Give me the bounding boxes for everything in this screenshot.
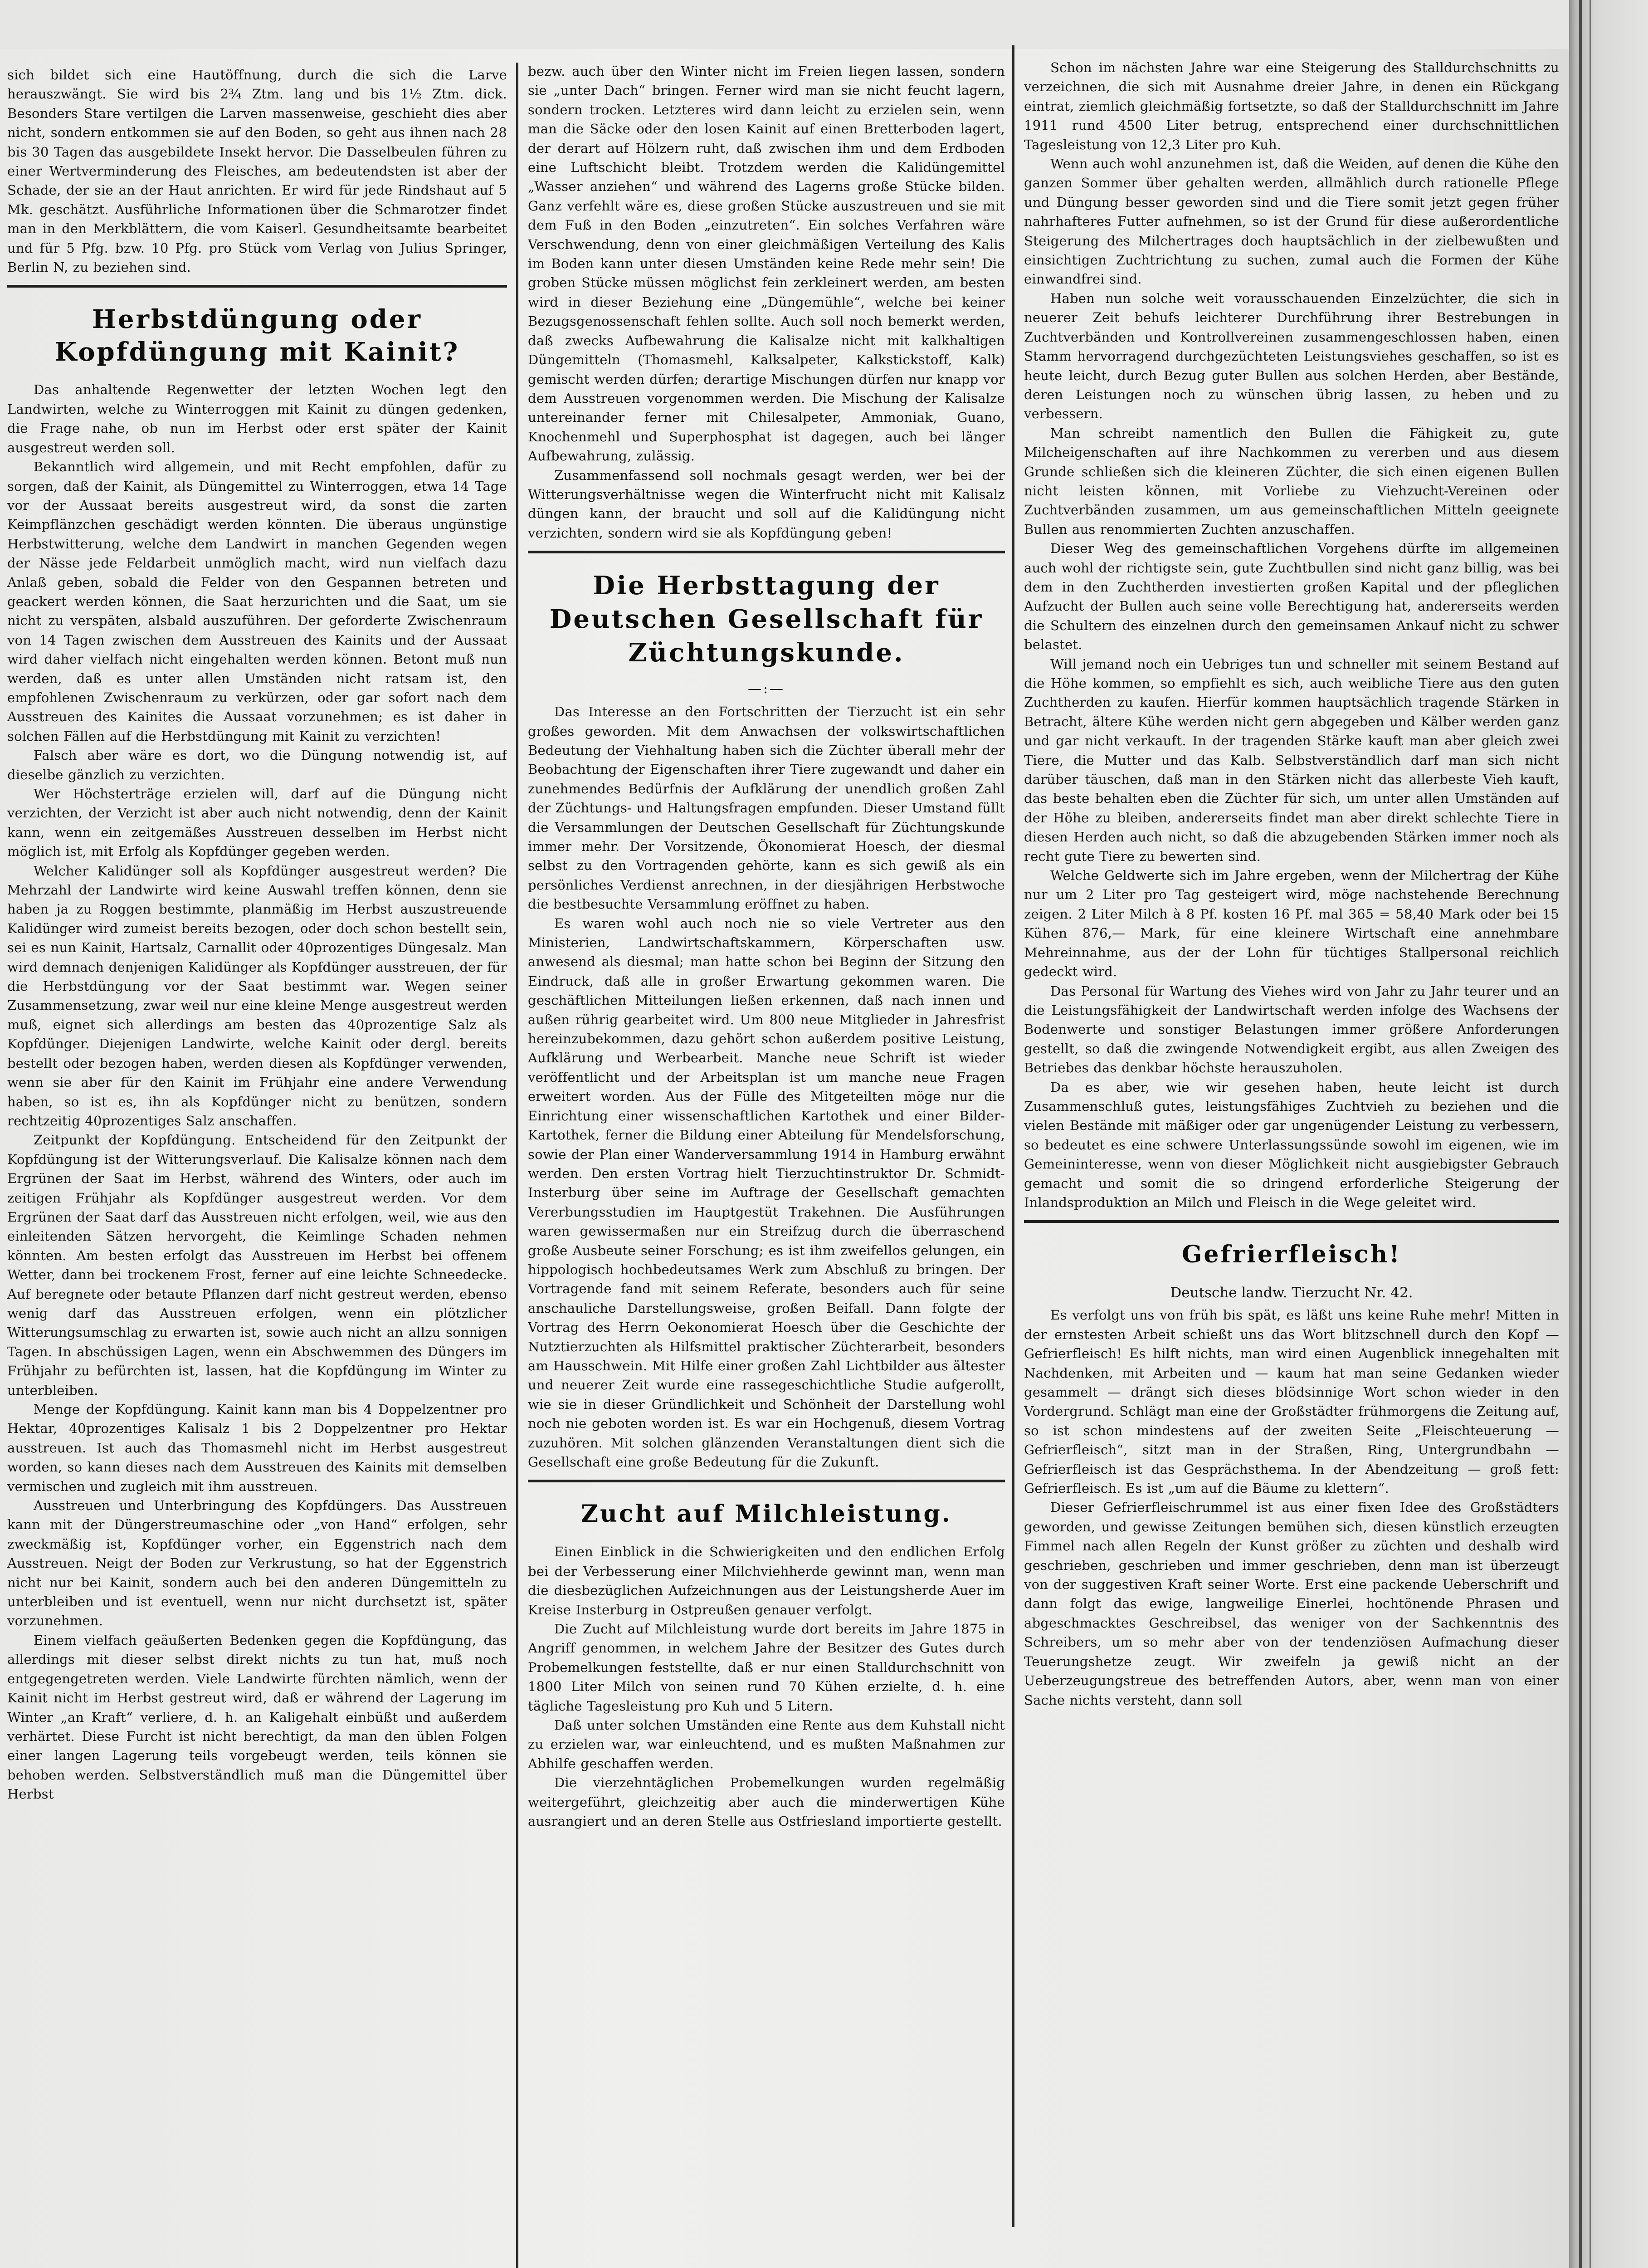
headline-zucht-auf-milchleistung: Zucht auf Milchleistung. [581,1500,952,1528]
column-3 [1024,58,1559,2244]
column-divider-left [516,63,518,2268]
paragraph: Ausstreuen und Unterbringung des Kopfdüngers. Das Ausstreuen kann mit der Düngerstreumaschine oder „von Hand“ erfolgen, sehr zweckmäßig ist, Kopfdünger vorher, ein Eggenstrich nach dem Ausstreuen. Neigt der Boden zur Verkrustung, so hat der Eggenstrich nicht nur bei Kainit, sondern auch bei den anderen Düngemitteln zu unterbleiben und ist eventuell, wenn nur nicht durchsetzt ist, später vorzunehmen. [7,1498,507,1629]
column-divider-right [1012,45,1014,2227]
paragraph: Wer Höchsterträge erzielen will, darf auf die Düngung nicht verzichten, der Verzicht ist aber auch nicht notwendig, denn der Kainit kann, wenn ein zeitgemäßes Ausstreuen desselben im Herbst nicht möglich ist, mit Erfolg als Kopfdünger gegeben werden. [7,786,507,860]
paragraph: Wenn auch wohl anzunehmen ist, daß die Weiden, auf denen die Kühe den ganzen Sommer über gehalten werden, allmählich durch rationelle Pflege und Düngung besser geworden sind und die Tiere somit jetzt gegen früher nahrhafteres Futter aufnehmen, so ist der Grund für diese außerordentliche Steigerung des Milchertrages doch hauptsächlich in der zielbewußten und einsichtigen Zuchtrichtung zu suchen, zumal auch die Formen der Kühe einwandfrei sind. [1024,156,1559,287]
article-divider [1024,1220,1559,1223]
paragraph: Das Personal für Wartung des Viehes wird von Jahr zu Jahr teurer und an die Leistungsfähigkeit der Landwirtschaft werden infolge des Wachsens der Bodenwerte und sonstiger Belastungen immer größere Anforderungen gestellt, so daß die zwingende Notwendigkeit ergibt, aus allen Zweigen des Betriebes das denkbar höchste herauszuholen. [1024,983,1559,1076]
paragraph: Das Interesse an den Fortschritten der Tierzucht ist ein sehr großes geworden. Mit dem Anwachsen der volkswirtschaftlichen Bedeutung der Viehhaltung haben sich die Züchter überall mehr der Beobachtung der Eigenschaften ihrer Tiere zugewandt und daher ein zunehmendes Bedürfnis der Aufklärung der unendlich großen Zahl der Züchtungs- und Haltungsfragen empfunden. Dieser Umstand füllt die Versammlungen der Deutschen Gesellschaft für Züchtungskunde immer mehr. Der Vorsitzende, Ökonomierat Hoesch, der diesmal selbst zu den Vortragenden gehörte, kann es sich gewiß als ein persönliches Verdienst anrechnen, in der diesjährigen Herbstwoche die bestbesuchte Versammlung eröffnet zu haben. [528,704,1005,912]
headline-gefrierfleisch: Gefrierfleisch! [1181,1241,1402,1269]
column-2 [528,62,1005,2268]
headline-herbstduengung: Herbstdüngung oder Kopfdüngung mit Kainit? [54,304,460,367]
article-continuation-dasselfliege: sich bildet sich eine Hautöffnung, durch die sich die Larve herauszwängt. Sie wird bis 2¾ Ztm. lang und bis 1½ Ztm. dick. Besonders Stare vertilgen die Larven massenweise, geschieht dies aber nicht, sondern entkommen sie auf den Boden, so geht aus ihnen nach 28 bis 30 Tagen das ausgebildete Insekt hervor. Die Dasselbeulen führen zu einer Wertverminderung des Fleisches, am bedeutendsten ist aber der Schade, der sie an der Haut anrichten. Er wird für jede Rindshaut auf 5 Mk. geschätzt. Ausführliche Informationen über die Schmarotzer findet man in den Merkblättern, die vom Kaiserl. Gesundheitsamte bearbeitet und für 5 Pfg. bzw. 10 Pfg. pro Stück vom Verlag von Julius Springer, Berlin N, zu beziehen sind. [7,67,507,275]
binding-shadow-thin [1589,0,1591,2268]
separator-ornament: —:— [747,681,785,697]
article-divider [528,551,1005,553]
paragraph: Schon im nächsten Jahre war eine Steigerung des Stalldurchschnitts zu verzeichnen, die sich mit Ausnahme dreier Jahre, in denen ein Rückgang eintrat, ziemlich gleichmäßig fortsetzte, so daß der Stalldurchschnitt im Jahre 1911 rund 4500 Liter betrug, entsprechend einer durchschnittlichen Tagesleistung von 12,3 Liter pro Kuh. [1024,60,1559,152]
paragraph: Zeitpunkt der Kopfdüngung. Entscheidend für den Zeitpunkt der Kopfdüngung ist der Witterungsverlauf. Die Kalisalze können nach dem Ergrünen der Saat im Herbst, während des Winters, oder auch im zeitigen Frühjahr als Kopfdünger ausgestreut werden. Vor dem Ergrünen der Saat darf das Ausstreuen nicht erfolgen, weil, wie aus den einleitenden Sätzen hervorgeht, die Keimlinge Schaden nehmen könnten. Am besten erfolgt das Ausstreuen im Herbst bei offenem Wetter, dann bei trockenem Frost, ferner auf eine leichte Schneedecke. Auf beregnete oder betaute Pflanzen darf nicht gestreut werden, ebenso wenig darf das Ausstreuen erfolgen, wenn ein plötzlicher Witterungsumschlag zu erwarten ist, sowie auch nicht an allzu sonnigen Tagen. In abschüssigen Lagen, wenn ein Abschwemmen des Düngers im Frühjahr zu befürchten ist, lassen, hat die Kopfdüngung im Winter zu unterbleiben. [7,1132,507,1398]
binding-shadow [1579,0,1582,2268]
paragraph: Das anhaltende Regenwetter der letzten Wochen legt den Landwirten, welche zu Winterroggen mit Kainit zu düngen gedenken, die Frage nahe, ob nun im Herbst oder erst später der Kainit ausgestreut werden soll. [7,382,507,455]
article-continuation-kainit: bezw. auch über den Winter nicht im Freien liegen lassen, sondern sie „unter Dach“ bringen. Ferner wird man sie nicht feucht lagern, sondern trocken. Letzteres wird dann leicht zu erzielen sein, wenn man die Säcke oder den losen Kainit auf einen Bretterboden lagert, der derart auf Hölzern ruht, daß zwischen ihm und dem Erdboden eine Luftschicht bleibt. Trotzdem werden die Kalidüngemittel „Wasser anziehen“ und während des Lagerns große Stücke bilden. Ganz verfehlt wäre es, diese großen Stücke auszustreuen und sie mit dem Fuß in den Boden „einzutreten“. Ein solches Verfahren wäre Verschwendung, denn von einer gleichmäßigen Verteilung des Kalis im Boden kann unter diesen Umständen keine Rede mehr sein! Die groben Stücke müssen möglichst fein zerkleinert werden, am besten wird in dieser Beziehung eine „Düngemühle“, welche bei keiner Bezugsgenossenschaft fehlen sollte. Auch soll noch bemerkt werden, daß zwecks Aufbewahrung die Kalisalze nicht mit kalkhaltigen Düngemitteln (Thomasmehl, Kalksalpeter, Kalkstickstoff, Kalk) gemischt werden dürfen; derartige Mischungen dürfen nur knapp vor dem Ausstreuen vorgenommen werden. Die Mischung der Kalisalze untereinander ferner mit Chilesalpeter, Ammoniak, Guano, Knochenmehl und Superphosphat ist dagegen, auch bei länger Aufbewahrung, zulässig. [528,64,1005,464]
paragraph: Welche Geldwerte sich im Jahre ergeben, wenn der Milchertrag der Kühe nur um 2 Liter pro Tag gesteigert wird, möge nachstehende Berechnung zeigen. 2 Liter Milch à 8 Pf. kosten 16 Pf. mal 365 = 58,40 Mark oder bei 15 Kühen 876,— Mark, für eine kleinere Wirtschaft eine annehmbare Mehreinnahme, aus der der Lohn für tüchtiges Stallpersonal reichlich gedeckt wird. [1024,868,1559,980]
paragraph: Die vierzehntäglichen Probemelkungen wurden regelmäßig weitergeführt, gleichzeitig aber auch die minderwertigen Kühe ausrangiert und an deren Stelle aus Ostfriesland importierte gestellt. [528,1775,1005,1829]
paragraph: Es verfolgt uns von früh bis spät, es läßt uns keine Ruhe mehr! Mitten in der ernstesten Arbeit schießt uns das Wort blitzschnell durch den Kopf — Gefrierfleisch! Es hilft nichts, man wird einen Augenblick innegehalten mit Nachdenken, mit Arbeiten und — kaum hat man seine Gedanken wieder gesammelt — drängt sich dieses blödsinnige Wort schon wieder in den Vordergrund. Schlägt man eine der Großstädter frühmorgens die Zeitung auf, so ist schon mindestens auf der zweiten Seite „Fleischteuerung — Gefrierfleisch“, sitzt man in der Straßen, Ring, Untergrundbahn — Gefrierfleisch ist das Gesprächsthema. In der Abendzeitung — groß fett: Gefrierfleisch. Es ist „um auf die Bäume zu klettern“. [1024,1307,1559,1496]
paragraph: Zusammenfassend soll nochmals gesagt werden, wer bei der Witterungsverhältnisse wegen die Winterfrucht nicht mit Kalisalz düngen kann, der braucht und soll auf die Kalidüngung nicht verzichten, sondern wird sie als Kopfdüngung geben! [528,467,1005,541]
top-margin [0,0,1569,49]
paragraph: Man schreibt namentlich den Bullen die Fähigkeit zu, gute Milcheigenschaften auf ihre Nachkommen zu vererben und aus diesem Grunde schließen sich die kleineren Züchter, die sich einen eigenen Bullen nicht leisten können, mit Vorliebe zu Viehzucht-Vereinen oder Zuchtverbänden zusammen, um aus gemeinschaftlichen Mitteln geeignete Bullen aus renommierten Zuchten anzuschaffen. [1024,425,1559,537]
paragraph: Da es aber, wie wir gesehen haben, heute leicht ist durch Zusammenschluß gutes, leistungsfähiges Zuchtvieh zu beziehen und die vielen Bestände mit mäßiger oder gar ungenügender Leistung zu verbessern, so bedeutet es eine schwere Unterlassungssünde sowohl im eigenen, wie im Gemeininteresse, wenn von dieser Möglichkeit nicht ausgiebigster Gebrauch gemacht und somit die so dringend erforderliche Steigerung der Inlandsproduktion an Milch und Fleisch in die Wege geleitet wird. [1024,1079,1559,1210]
paragraph: Dieser Weg des gemeinschaftlichen Vorgehens dürfte im allgemeinen auch wohl der richtigste sein, gute Zuchtbullen sind nicht ganz billig, was bei dem in den Zuchtherden investierten großen Kapital und der pfleglichen Aufzucht der Bullen auch seine volle Berechtigung hat, andererseits werden die Schultern des einzelnen durch den gemeinsamen Ankauf nicht zu schwer belastet. [1024,541,1559,653]
column-1 [7,65,507,2268]
paragraph: Dieser Gefrierfleischrummel ist aus einer fixen Idee des Großstädters geworden, und gewisse Zeitungen bemühen sich, diesen künstlich erzeugten Fimmel nach allen Regeln der Kunst größer zu züchten und deshalb wird geschrieben, geschrieben und immer geschrieben, denn man ist überzeugt von der suggestiven Kraft seiner Worte. Erst eine packende Ueberschrift und dann folgt das ewige, langweilige Einerlei, hochtönende Phrasen und abgeschmacktes Geschreibsel, das weniger von der Sachkenntnis des Schreibers, um so mehr aber von der tendenziösen Aufmachung dieser Teuerungshetze zeugt. Wir zweifeln ja gewiß nicht an der Ueberzeugungstreue des betreffenden Autors, aber, wenn man von einer Sache nichts versteht, dann soll [1024,1500,1559,1708]
paragraph: Die Zucht auf Milchleistung wurde dort bereits im Jahre 1875 in Angriff genommen, in welchem Jahre der Besitzer des Gutes durch Probemelkungen feststellte, daß er nur einen Stalldurchschnitt von 1800 Liter Milch von seinen rund 70 Kühen erzielte, d. h. eine tägliche Tagesleistung pro Kuh und 5 Litern. [528,1621,1005,1714]
paragraph: Menge der Kopfdüngung. Kainit kann man bis 4 Doppelzentner pro Hektar, 40prozentiges Kalisalz 1 bis 2 Doppelzentner pro Hektar ausstreuen. Ist auch das Thomasmehl nicht im Herbst ausgestreut worden, so kann dieses nach dem Ausstreuen des Kainits mit demselben vermischen und zugleich mit ihm ausstreuen. [7,1402,507,1494]
paragraph: Falsch aber wäre es dort, wo die Düngung notwendig ist, auf dieselbe gänzlich zu verzichten. [7,748,507,782]
paragraph: Welcher Kalidünger soll als Kopfdünger ausgestreut werden? Die Mehrzahl der Landwirte wird keine Auswahl treffen können, denn sie haben ja zu Roggen bestimmte, planmäßig im Herbst auszustreuende Kalidünger wird zumeist bereits bezogen, oder doch schon bestellt sein, sei es nun Kainit, Hartsalz, Carnallit oder 40prozentiges Düngesalz. Man wird demnach denjenigen Kalidünger als Kopfdünger ausstreuen, der für die Herbstdüngung vor der Saat bestimmt war. Wegen seiner Zusammensetzung, zwar weil nur eine kleine Menge ausgestreut werden muß, eignet sich allerdings am besten das 40prozentige Salz als Kopfdünger. Diejenigen Landwirte, welche Kainit oder dergl. bereits bestellt oder bezogen haben, werden diesen als Kopfdünger verwenden, wenn sie aber für den Kainit im Frühjahr eine andere Verwendung haben, so ist es, ihn als Kopfdünger nicht zu benützen, sondern rechtzeitig 40prozentiges Salz anschaffen. [7,863,507,1129]
article-divider [528,1480,1005,1482]
paragraph: Bekanntlich wird allgemein, und mit Recht empfohlen, dafür zu sorgen, daß der Kainit, als Düngemittel zu Winterroggen, etwa 14 Tage vor der Aussaat bereits ausgestreut wird, da sonst die zarten Keimpflänzchen geschädigt werden könnten. Die überaus ungünstige Herbstwitterung, welche dem Landwirt in manchen Gegenden wegen der Nässe jede Feldarbeit unmöglich macht, wird nun vielfach dazu Anlaß geben, sobald die Felder von den Gespannen betreten und geackert werden können, die Saat herzurichten und die Saat, um sie nicht zu verspäten, alsbald auszuführen. Der geforderte Zwischenraum von 14 Tagen zwischen dem Ausstreuen des Kainits und der Aussaat wird daher vielfach nicht eingehalten werden können. Betont muß nun werden, daß es unter allen Umständen nicht ratsam ist, den empfohlenen Zwischenraum zu verkürzen, oder gar sofort nach dem Ausstreuen des Kainites die Aussaat vorzunehmen; es ist daher in solchen Fällen auf die Herbstdüngung mit Kainit zu verzichten! [7,459,507,744]
paragraph: Einen Einblick in die Schwierigkeiten und den endlichen Erfolg bei der Verbesserung einer Milchviehherde gewinnt man, wenn man die diesbezüglichen Aufzeichnungen aus der Leistungsherde Auer im Kreise Insterburg in Ostpreußen genauer verfolgt. [528,1544,1005,1618]
article-divider [7,285,507,288]
paragraph: Es waren wohl auch noch nie so viele Vertreter aus den Ministerien, Landwirtschaftskammern, Körperschaften usw. anwesend als diesmal; man hatte schon bei Beginn der Sitzung den Eindruck, daß alle in großer Erwartung gekommen waren. Die geschäftlichen Mitteilungen ließen erkennen, daß nach innen und außen rührig gearbeitet wird. Um 800 neue Mitglieder in Jahresfrist hereinzubekommen, dazu gehört schon außerdem positive Leistung, Aufklärung und Werbearbeit. Manche neue Schrift ist wieder veröffentlicht und der Arbeitsplan ist um manche neue Fragen erweitert worden. Aus der Fülle des Mitgeteilten möge nur die Einrichtung einer wissenschaftlichen Kartothek und einer Bilder-Kartothek, ferner die Bildung einer Abteilung für Mendelsforschung, sowie der Plan einer Wanderversammlung 1914 in Hamburg erwähnt werden. Den ersten Vortrag hielt Tierzuchtinstruktor Dr. Schmidt-Insterburg über seine im Auftrage der Gesellschaft gemachten Vererbungsstudien im Hauptgestüt Trakehnen. Die Ausführungen waren gewissermaßen nur ein Streifzug durch die überraschend große Ausbeute seiner Forschung; es ist ihm zweifellos gelungen, ein hippologisch hochbedeutsames Werk zum Abschluß zu bringen. Der Vortragende fand mit seinem Referate, besonders auch für seine anschauliche Darstellungsweise, großen Beifall. Dann folgte der Vortrag des Herrn Oekonomierat Hoesch über die Geschichte der Nutztierzuchten als Hilfsmittel praktischer Züchterarbeit, besonders am Hausschwein. Mit Hilfe einer großen Zahl Lichtbilder aus ältester und neuerer Zeit wurde eine rassegeschichtliche Studie aufgerollt, wie sie in dieser Gründlichkeit und Schönheit der Darstellung wohl noch nie geboten worden ist. Es war ein Hochgenuß, diesem Vortrag zuzuhören. Mit solchen glänzenden Veranstaltungen dient sich die Gesellschaft eine große Bedeutung für die Zukunft. [528,915,1005,1470]
article-source: Deutsche landw. Tierzucht Nr. 42. [1170,1285,1413,1301]
paragraph: Will jemand noch ein Uebriges tun und schneller mit seinem Bestand auf die Höhe kommen, so empfiehlt es sich, auch weibliche Tiere aus den guten Zuchtherden zu kaufen. Hierfür kommen hauptsächlich tragende Stärken in Betracht, ältere Kühe werden nicht gern abgegeben und Kälber werden ganz und gar nicht verkauft. In der tragenden Stärke kauft man aber gleich zwei Tiere, die Mutter und das Kalb. Selbstverständlich darf man sich nicht darüber täuschen, daß man in den Stärken nicht das allerbeste Vieh kauft, das beste behalten eben die Züchter für sich, um unter allen Umständen auf der Höhe zu bleiben, andererseits findet man aber direkt schlechte Tiere in diesen Herden auch nicht, so daß die abzugebenden Stärken immer noch als recht gute Tiere zu bewerten sind. [1024,656,1559,864]
paragraph: Daß unter solchen Umständen eine Rente aus dem Kuhstall nicht zu erzielen war, war einleuchtend, und es mußten Maßnahmen zur Abhilfe geschaffen werden. [528,1717,1005,1771]
paragraph: Haben nun solche weit vorausschauenden Einzelzüchter, die sich in neuerer Zeit behufs leichterer Durchführung ihrer Bestrebungen in Zuchtverbänden und Kontrollvereinen zusammengeschlossen haben, einen Stamm hervorragend durchgezüchteten Leistungsviehes geschaffen, so ist es heute leicht, durch Bezug guter Bullen aus solchen Herden, aber Bestände, deren Leistungen noch zu wünschen übrig lassen, zu heben und zu verbessern. [1024,290,1559,422]
paragraph: Einem vielfach geäußerten Bedenken gegen die Kopfdüngung, das allerdings mit dieser selbst direkt nichts zu tun hat, muß noch entgegengetreten werden. Viele Landwirte fürchten nämlich, wenn der Kainit nicht im Herbst gestreut wird, daß er während der Lagerung im Winter „an Kraft“ verliere, d. h. an Kaligehalt einbüßt und außerdem verhärtet. Diese Furcht ist nicht berechtigt, da man den üblen Folgen einer langen Lagerung teils vorgebeugt werden, teils können sie behoben werden. Selbstverständlich muß man die Düngemittel über Herbst [7,1632,507,1802]
headline-herbsttagung: Die Herbsttagung der Deutschen Gesellschaft für Züchtungskunde. [549,571,984,668]
